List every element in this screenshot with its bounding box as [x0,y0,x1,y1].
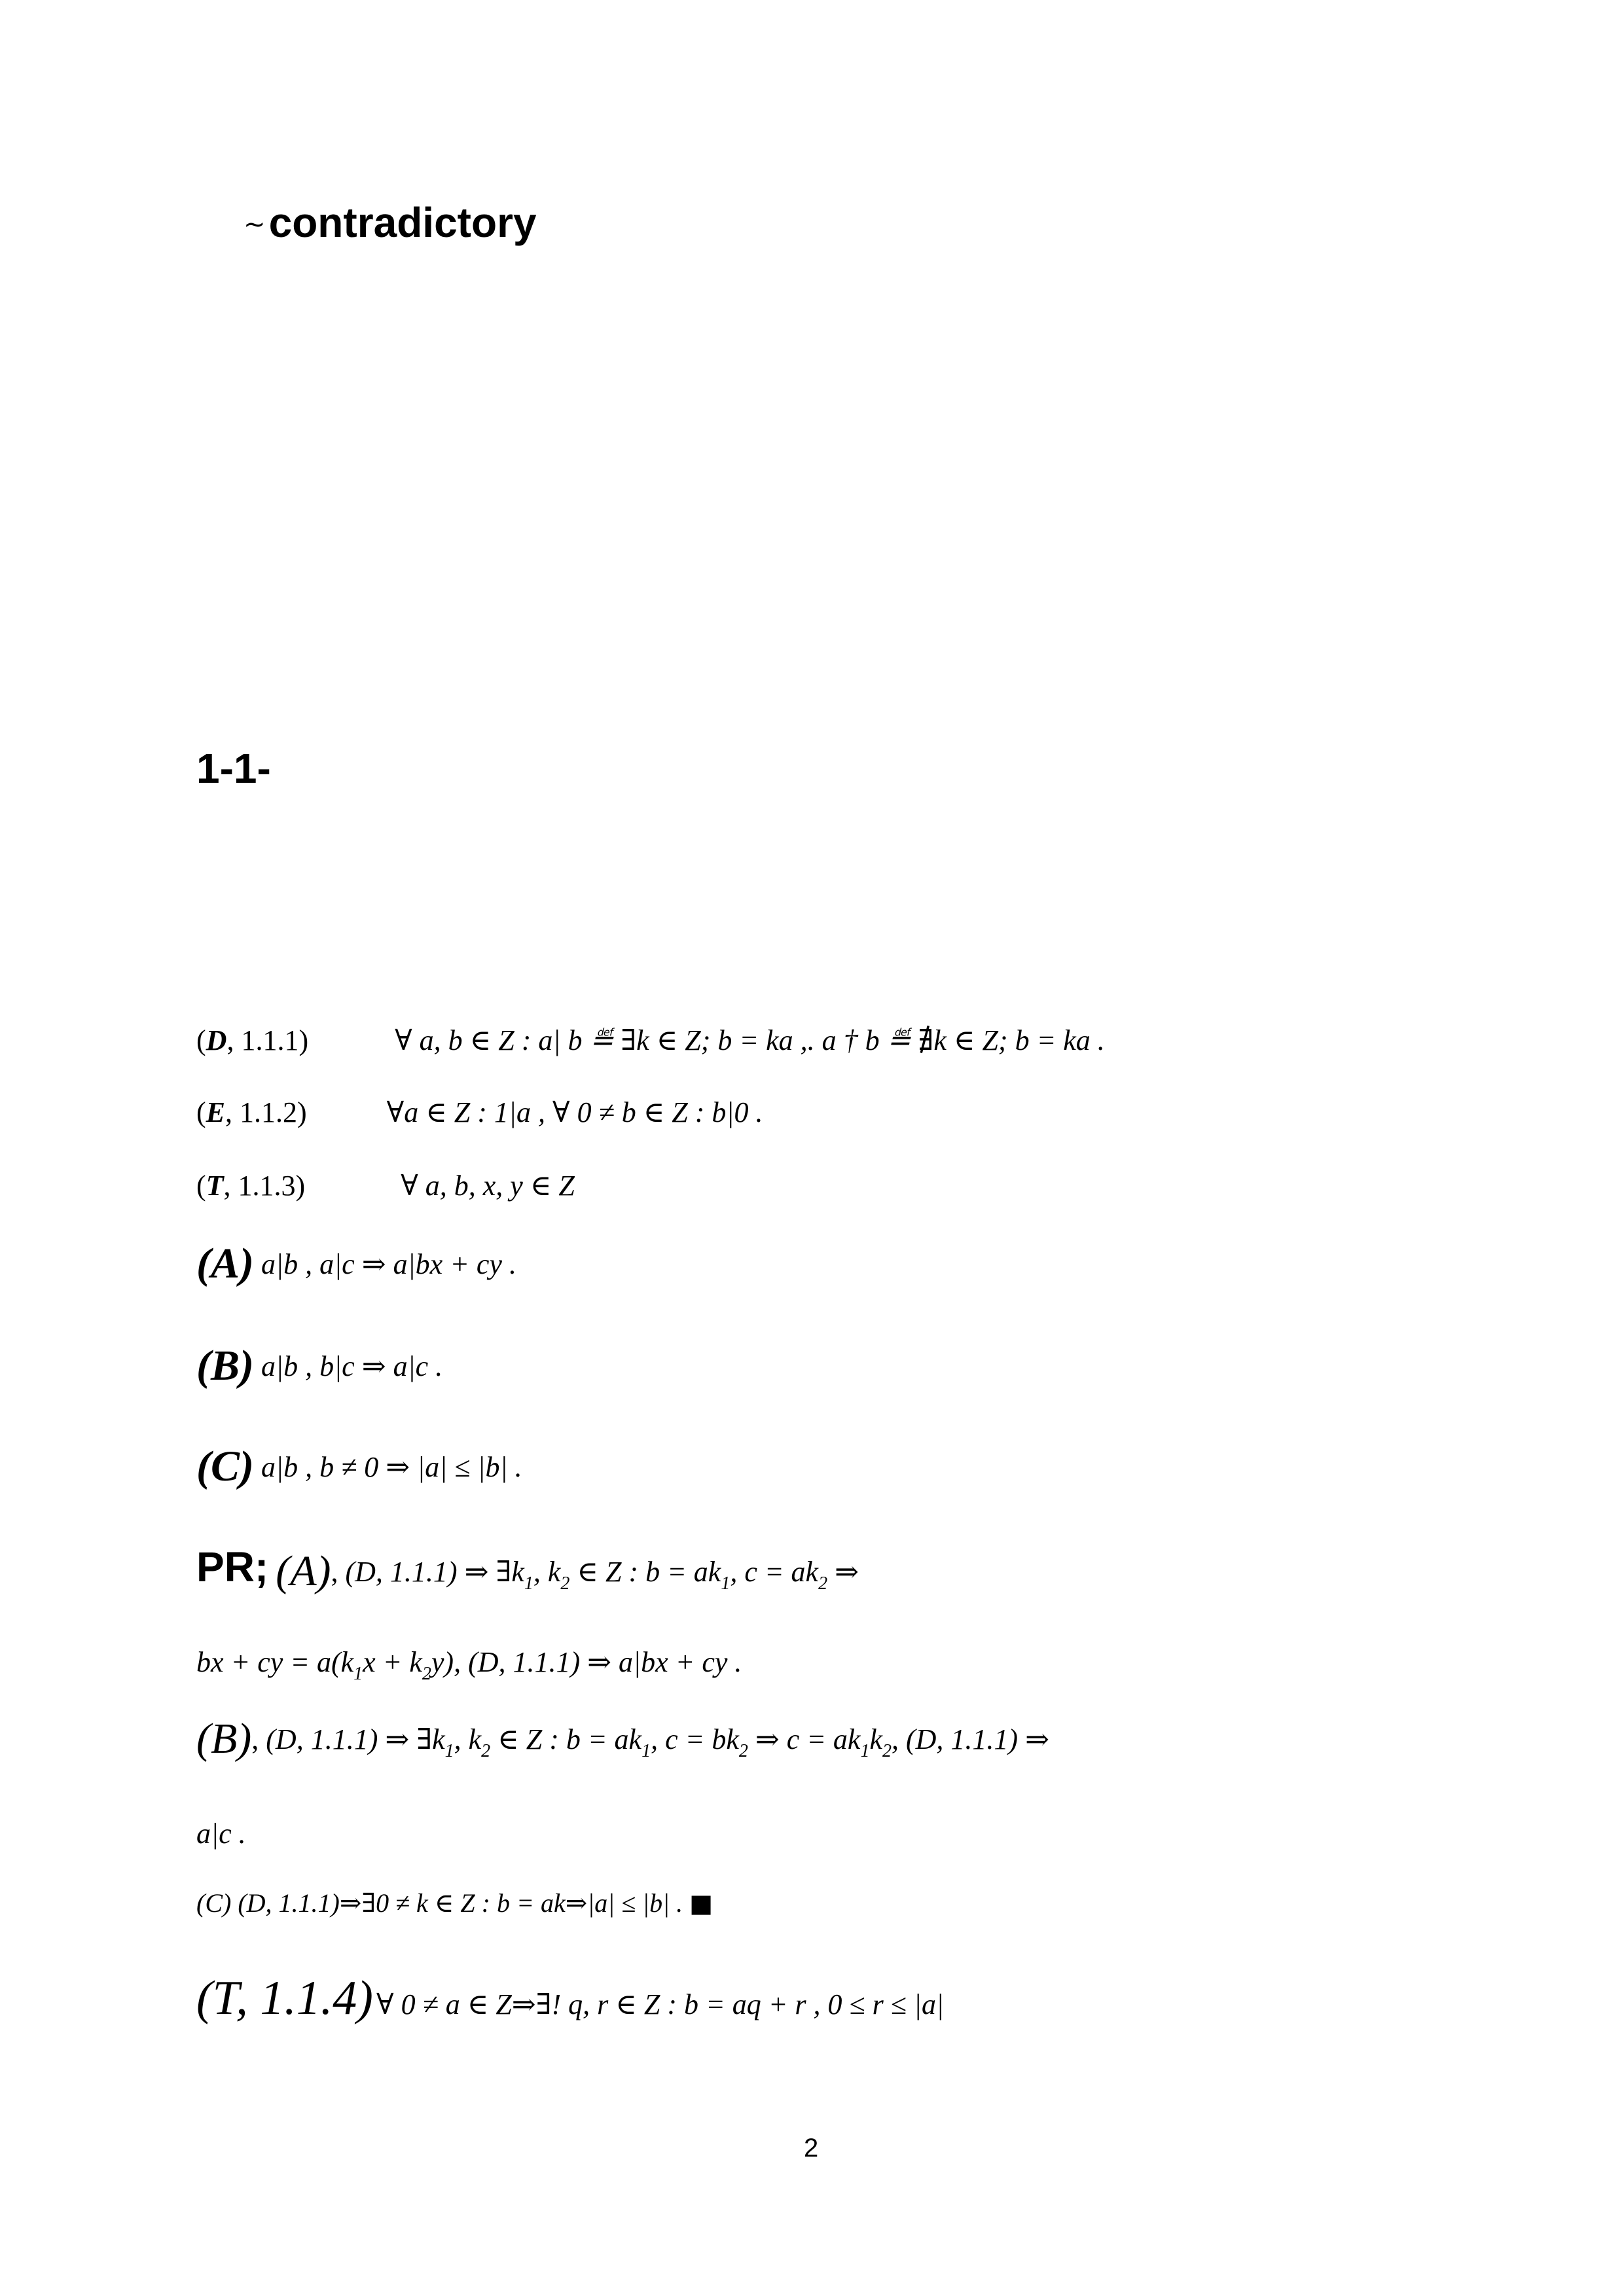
proof-c-line [196,1890,713,1916]
proof-c-body: (C) (D, 1.1.1)⇒∃0 ≠ k ∈ Z : b = ak⇒|a| ≤ |b| . [196,1888,683,1918]
example-body: ∀a ∈ Z : 1|a , ∀ 0 ≠ b ∈ Z : b|0 . [386,1096,763,1128]
proof-b-line-1: (B), (D, 1.1.1) ⇒ $\exists k_1$, $k_2$ ∈ Z : $b = ak_1$, $c = bk_2$ ⇒ $c = ak_1k_2$, (D, 1.1.1) ⇒ [196,1715,1049,1763]
proof-a-ref: (D, 1.1.1) [345,1556,458,1588]
proof-b-implication: ⇒ $\exists k_1$, $k_2$ ∈ Z : $b = ak_1$, $c = bk_2$ ⇒ $c = ak_1k_2$, (D, 1.1.1) ⇒ [385,1723,1049,1761]
definition-label: (D, 1.1.1) [196,1024,309,1056]
definition-body: ∀ a, b ∈ Z : a| b ≝ ∃k ∈ Z; b = ka ,. a † b ≝ ∄k ∈ Z; b = ka . [395,1024,1105,1056]
theorem-1-1-4 [196,1971,945,2025]
proof-b-ref: (D, 1.1.1) [266,1723,378,1755]
part-b [196,1344,442,1388]
theorem-1-1-3 [196,1172,575,1200]
tilde-symbol: ~ [244,209,266,240]
proof-a-implication: ⇒ $\exists k_1$, $k_2$ ∈ Z : $b = ak_1$, $c = ak_2$ ⇒ [464,1556,859,1594]
example-1-1-2 [196,1098,763,1127]
proof-label: PR; [196,1543,269,1590]
part-a-label: (A) [196,1240,254,1287]
part-b-body: a|b , b|c ⇒ a|c . [261,1350,443,1382]
theorem-1-1-4-body: ∀ 0 ≠ a ∈ Z⇒∃! q, r ∈ Z : b = aq + r , 0 ≤ r ≤ |a| [376,1988,945,2020]
proof-b-conclusion: a|c . [196,1818,246,1850]
proof-a-line-2 [196,1648,742,1683]
example-label: (E, 1.1.2) [196,1096,307,1128]
part-c-body: a|b , b ≠ 0 ⇒ |a| ≤ |b| . [261,1451,522,1483]
proof-a-line-1: PR; (A), (D, 1.1.1) ⇒ $\exists k_1$, $k_2$ ∈ Z : $b = ak_1$, $c = ak_2$ ⇒ [196,1543,859,1595]
part-a-body: a|b , a|c ⇒ a|bx + cy . [261,1248,516,1280]
proof-a-label: (A) [276,1547,331,1595]
part-b-label: (B) [196,1342,254,1390]
part-a [196,1242,516,1285]
section-heading: 1-1- [196,745,271,792]
header-title [244,199,537,246]
proof-a-conclusion: bx + cy = $a(k_1x + k_2y)$, (D, 1.1.1) ⇒ a|bx + cy . [196,1646,742,1684]
theorem-label: (T, 1.1.3) [196,1170,306,1202]
proof-b-label: (B) [196,1715,252,1763]
qed-square-icon: ■ [689,1889,713,1918]
theorem-body: ∀ a, b, x, y ∈ Z [401,1170,575,1202]
definition-1-1-1 [196,1026,1105,1055]
theorem-1-1-4-label: (T, 1.1.4) [196,1971,373,2025]
page-number: 2 [804,2134,819,2162]
header-word: contradictory [268,199,537,246]
part-c-label: (C) [196,1443,254,1490]
proof-b-line-2 [196,1820,246,1848]
part-c [196,1445,522,1488]
